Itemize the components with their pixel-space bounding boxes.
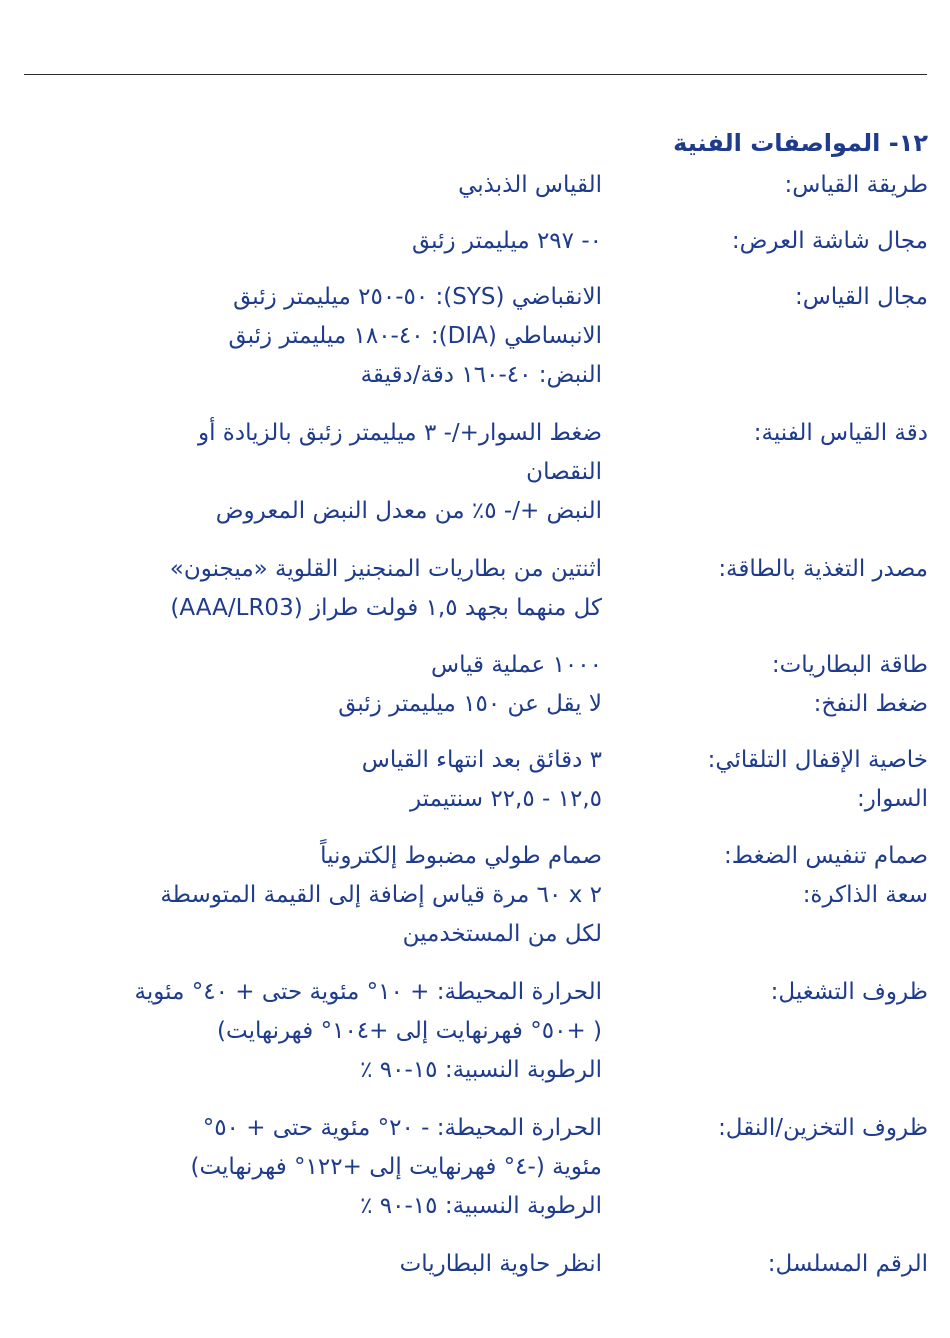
spec-value: ( +٥٠° فهرنهايت إلى +١٠٤° فهرنهايت)	[217, 1018, 602, 1044]
spec-label: الرقم المسلسل:	[767, 1251, 928, 1277]
spec-value: ٢ x ٦٠ مرة قياس إضافة إلى القيمة المتوسطة	[160, 882, 602, 908]
spec-value: لكل من المستخدمين	[402, 921, 602, 947]
spec-label: دقة القياس الفنية:	[753, 420, 928, 446]
spec-value: النبض +/- ٥٪ من معدل النبض المعروض	[215, 498, 602, 524]
spec-label: مجال شاشة العرض:	[731, 228, 928, 254]
spec-value: كل منهما بجهد ١,٥ فولت طراز (AAA/LR03)	[170, 595, 602, 621]
spec-value: النبض: ٤٠-١٦٠ دقة/دقيقة	[360, 362, 602, 388]
spec-value: اثنتين من بطاريات المنجنيز القلوية «ميجنون»	[169, 556, 602, 582]
spec-label: طريقة القياس:	[784, 172, 928, 198]
spec-label: ظروف التشغيل:	[770, 979, 928, 1005]
section-title: ١٢- المواصفات الفنية	[673, 129, 928, 157]
spec-value: صمام طولي مضبوط إلكترونياً	[320, 843, 602, 869]
spec-value: النقصان	[526, 459, 602, 485]
spec-value: الحرارة المحيطة: + ١٠° مئوية حتى + ٤٠° مئوية	[134, 979, 602, 1005]
spec-value: الانبساطي (DIA): ٤٠-١٨٠ ميليمتر زئبق	[228, 323, 602, 349]
spec-label: ضغط النفخ:	[813, 691, 928, 717]
spec-label: خاصية الإقفال التلقائي:	[707, 747, 928, 773]
spec-label: طاقة البطاريات:	[771, 652, 928, 678]
spec-value: الحرارة المحيطة: - ٢٠° مئوية حتى + ٥٠°	[202, 1115, 602, 1141]
spec-value: ضغط السوار+/- ٣ ميليمتر زئبق بالزيادة أو	[198, 420, 602, 446]
spec-label: مجال القياس:	[794, 284, 928, 310]
spec-label: مصدر التغذية بالطاقة:	[718, 556, 928, 582]
spec-value: ١٠٠٠ عملية قياس	[431, 652, 602, 678]
spec-label: ظروف التخزين/النقل:	[718, 1115, 928, 1141]
spec-value: القياس الذبذبي	[458, 172, 602, 198]
spec-label: السوار:	[856, 786, 928, 812]
spec-value: الرطوبة النسبية: ١٥-٩٠ ٪	[360, 1057, 602, 1083]
spec-value: ٣ دقائق بعد انتهاء القياس	[361, 747, 602, 773]
spec-value: الانقباضي (SYS): ٥٠-٢٥٠ ميليمتر زئبق	[233, 284, 602, 310]
spec-label: سعة الذاكرة:	[802, 882, 928, 908]
spec-value: لا يقل عن ١٥٠ ميليمتر زئبق	[338, 691, 602, 717]
spec-label: صمام تنفيس الضغط:	[724, 843, 928, 869]
spec-value: الرطوبة النسبية: ١٥-٩٠ ٪	[360, 1193, 602, 1219]
spec-value: ١٢,٥ - ٢٢,٥ سنتيمتر	[409, 786, 602, 812]
spec-value: انظر حاوية البطاريات	[399, 1251, 602, 1277]
spec-value: ٠- ٢٩٧ ميليمتر زئبق	[411, 228, 602, 254]
spec-value: مئوية (-٤° فهرنهايت إلى +١٢٢° فهرنهايت)	[190, 1154, 602, 1180]
